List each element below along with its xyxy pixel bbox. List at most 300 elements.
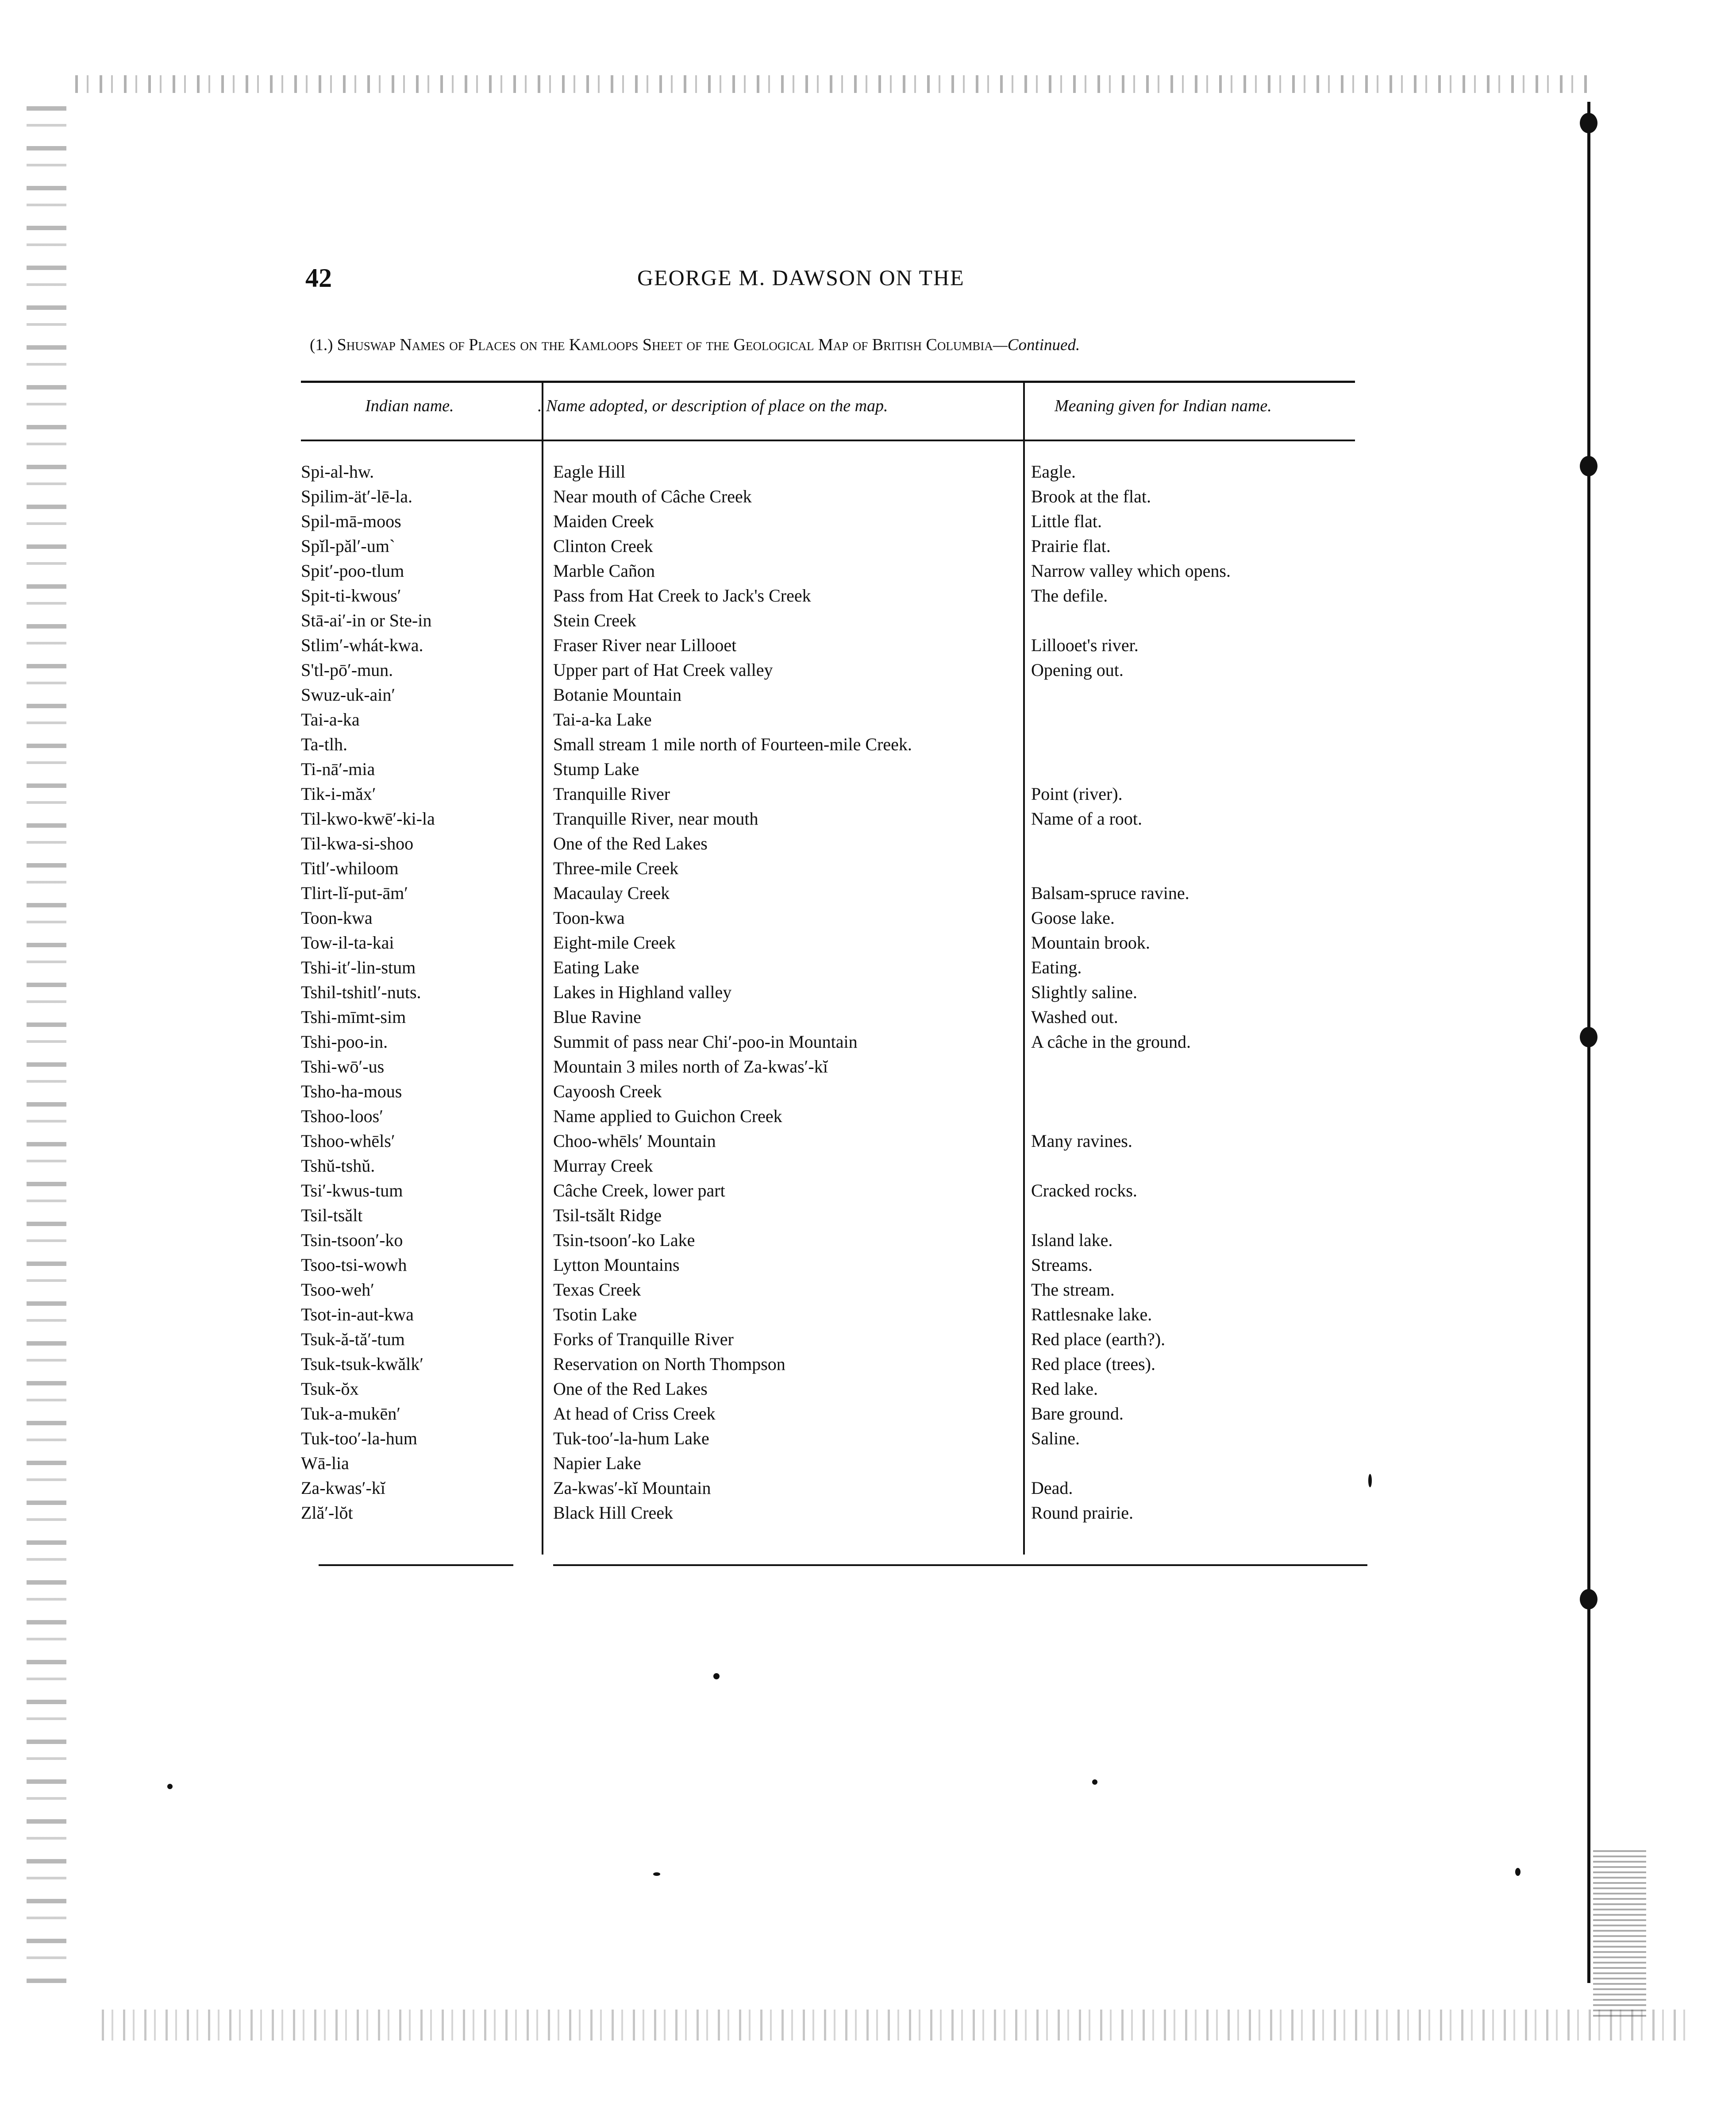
meaning-text: Streams.: [1031, 1255, 1093, 1275]
place-name-text: Fraser River near Lillooet: [553, 635, 737, 655]
place-name-cell: [553, 906, 1021, 930]
indian-name-text: Tshi-it′-lin-stum: [301, 957, 416, 977]
indian-name-cell: [301, 1030, 531, 1054]
indian-name-text: Tshi-poo-in.: [301, 1032, 388, 1052]
indian-name-cell: [301, 583, 531, 608]
meaning-text: Dead.: [1031, 1478, 1073, 1498]
table-bottom-rule-1: [319, 1564, 513, 1566]
place-name-cell: [553, 484, 1021, 509]
indian-name-text: Ta-tlh.: [301, 734, 347, 754]
place-name-text: Mountain 3 miles north of Za-kwas′-kĭ: [553, 1057, 828, 1076]
meaning-cell: [1031, 1104, 1350, 1129]
meaning-cell: [1031, 930, 1350, 955]
indian-name-text: Spil-mā-moos: [301, 511, 401, 531]
indian-name-text: Stlim′-whát-kwa.: [301, 635, 423, 655]
meaning-cell: [1031, 658, 1350, 683]
place-name-text: Lakes in Highland valley: [553, 982, 732, 1002]
indian-name-cell: [301, 980, 531, 1005]
column-header-indian-name: Indian name.: [365, 397, 454, 415]
meaning-cell: [1031, 534, 1350, 559]
table-row: [0, 583, 1736, 608]
table-row: [0, 1426, 1736, 1451]
indian-name-cell: [301, 856, 531, 881]
place-name-text: Reservation on North Thompson: [553, 1354, 785, 1374]
table-row: [0, 1129, 1736, 1154]
meaning-cell: [1031, 1426, 1350, 1451]
place-name-text: Tsin-tsoon′-ko Lake: [553, 1230, 695, 1250]
table-row: [0, 757, 1736, 782]
indian-name-cell: [301, 459, 531, 484]
table-row: [0, 1302, 1736, 1327]
meaning-cell: [1031, 856, 1350, 881]
indian-name-cell: [301, 1476, 531, 1501]
meaning-text: The defile.: [1031, 586, 1108, 606]
place-name-text: Napier Lake: [553, 1453, 641, 1473]
place-name-text: Botanie Mountain: [553, 685, 681, 705]
place-name-text: Stein Creek: [553, 610, 636, 630]
table-row: [0, 881, 1736, 906]
meaning-cell: [1031, 757, 1350, 782]
table-row: [0, 1327, 1736, 1352]
place-name-text: Tsil-tsălt Ridge: [553, 1205, 662, 1225]
meaning-text: Red lake.: [1031, 1379, 1098, 1399]
place-name-text: Macaulay Creek: [553, 883, 670, 903]
meaning-text: Red place (earth?).: [1031, 1329, 1166, 1349]
place-name-cell: [553, 831, 1021, 856]
table-bottom-rule-2: [553, 1564, 1367, 1566]
indian-name-cell: [301, 906, 531, 930]
ink-speck: [167, 1784, 173, 1789]
place-name-cell: [553, 881, 1021, 906]
table-caption: [310, 335, 1359, 355]
place-name-cell: [553, 1253, 1021, 1277]
table-row: [0, 1401, 1736, 1426]
place-name-cell: [553, 732, 1021, 757]
indian-name-cell: [301, 534, 531, 559]
meaning-text: Bare ground.: [1031, 1404, 1124, 1424]
table-top-rule: [301, 381, 1355, 383]
table-row: [0, 782, 1736, 806]
place-name-text: Upper part of Hat Creek valley: [553, 660, 773, 680]
place-name-cell: [553, 806, 1021, 831]
table-row: [0, 1377, 1736, 1401]
place-name-cell: [553, 1451, 1021, 1476]
binding-shade: [1593, 1850, 1646, 2018]
indian-name-text: Tsuk-tsuk-kwălk′: [301, 1354, 424, 1374]
indian-name-cell: [301, 881, 531, 906]
indian-name-text: Za-kwas′-kĭ: [301, 1478, 385, 1498]
meaning-text: Goose lake.: [1031, 908, 1115, 928]
table-row: [0, 1277, 1736, 1302]
place-name-text: Pass from Hat Creek to Jack's Creek: [553, 586, 811, 606]
meaning-cell: [1031, 1377, 1350, 1401]
place-name-text: Toon-kwa: [553, 908, 625, 928]
meaning-cell: [1031, 1203, 1350, 1228]
indian-name-text: Tsil-tsălt: [301, 1205, 363, 1225]
place-name-cell: [553, 1277, 1021, 1302]
indian-name-text: Tsoo-tsi-wowh: [301, 1255, 407, 1275]
meaning-text: Red place (trees).: [1031, 1354, 1155, 1374]
place-name-cell: [553, 1476, 1021, 1501]
meaning-cell: [1031, 484, 1350, 509]
indian-name-cell: [301, 1079, 531, 1104]
meaning-text: Brook at the flat.: [1031, 486, 1151, 506]
indian-name-cell: [301, 484, 531, 509]
meaning-text: Rattlesnake lake.: [1031, 1304, 1152, 1324]
meaning-cell: [1031, 509, 1350, 534]
indian-name-text: Tik-i-măx′: [301, 784, 376, 804]
meaning-cell: [1031, 831, 1350, 856]
table-row: [0, 1005, 1736, 1030]
indian-name-text: Tsi′-kwus-tum: [301, 1181, 403, 1200]
table-row: [0, 1178, 1736, 1203]
indian-name-cell: [301, 1154, 531, 1178]
table-row: [0, 1154, 1736, 1178]
place-name-cell: [553, 1030, 1021, 1054]
place-name-cell: [553, 1501, 1021, 1525]
indian-name-text: Swuz-uk-ain′: [301, 685, 396, 705]
place-name-text: Tsotin Lake: [553, 1304, 637, 1324]
table-row: [0, 980, 1736, 1005]
place-name-text: Marble Cañon: [553, 561, 655, 581]
caption-prefix: (1.): [310, 336, 337, 354]
meaning-text: Balsam-spruce ravine.: [1031, 883, 1189, 903]
place-name-text: Cayoosh Creek: [553, 1081, 662, 1101]
place-name-text: Tai-a-ka Lake: [553, 710, 652, 729]
indian-name-text: Tsho-ha-mous: [301, 1081, 402, 1101]
caption-suffix: —Continued.: [993, 336, 1080, 354]
ink-speck: [713, 1673, 720, 1679]
indian-name-text: Spilim-ät′-lē-la.: [301, 486, 413, 506]
table-row: [0, 1501, 1736, 1525]
indian-name-text: Spit-ti-kwous′: [301, 586, 401, 606]
indian-name-text: Tsoo-weh′: [301, 1280, 374, 1300]
place-name-text: Summit of pass near Chi′-poo-in Mountain: [553, 1032, 858, 1052]
meaning-text: Mountain brook.: [1031, 933, 1150, 953]
meaning-cell: [1031, 881, 1350, 906]
place-name-cell: [553, 757, 1021, 782]
meaning-text: Round prairie.: [1031, 1503, 1134, 1523]
meaning-cell: [1031, 782, 1350, 806]
place-name-cell: [553, 1178, 1021, 1203]
table-row: [0, 831, 1736, 856]
place-name-cell: [553, 1154, 1021, 1178]
indian-name-text: Tshoo-loos′: [301, 1106, 383, 1126]
place-name-cell: [553, 683, 1021, 707]
meaning-cell: [1031, 1054, 1350, 1079]
indian-name-text: Tlirt-lĭ-put-ām′: [301, 883, 408, 903]
indian-name-cell: [301, 1005, 531, 1030]
indian-name-text: Til-kwa-si-shoo: [301, 833, 414, 853]
table-row: [0, 732, 1736, 757]
place-name-text: Maiden Creek: [553, 511, 654, 531]
indian-name-text: Zlă′-lŏt: [301, 1503, 353, 1523]
place-name-cell: [553, 633, 1021, 658]
place-name-cell: [553, 1005, 1021, 1030]
table-row: [0, 856, 1736, 881]
meaning-text: Eating.: [1031, 957, 1082, 977]
place-name-text: Tranquille River, near mouth: [553, 809, 758, 829]
place-name-cell: [553, 534, 1021, 559]
table-row: [0, 1476, 1736, 1501]
meaning-text: Eagle.: [1031, 462, 1076, 482]
meaning-cell: [1031, 980, 1350, 1005]
place-name-cell: [553, 955, 1021, 980]
ink-speck: [653, 1872, 660, 1876]
meaning-text: Saline.: [1031, 1428, 1080, 1448]
meaning-cell: [1031, 1030, 1350, 1054]
binding-knob: [1580, 1589, 1597, 1609]
indian-name-cell: [301, 1054, 531, 1079]
table-row: [0, 806, 1736, 831]
place-name-cell: [553, 459, 1021, 484]
place-name-text: Za-kwas′-kĭ Mountain: [553, 1478, 711, 1498]
place-name-text: Three-mile Creek: [553, 858, 679, 878]
indian-name-text: Spĭl-păl′-um`: [301, 536, 396, 556]
table-row: [0, 1030, 1736, 1054]
place-name-text: Eating Lake: [553, 957, 639, 977]
indian-name-text: Tsin-tsoon′-ko: [301, 1230, 403, 1250]
place-name-cell: [553, 1426, 1021, 1451]
page-number: 42: [305, 263, 332, 293]
place-name-cell: [553, 856, 1021, 881]
meaning-cell: [1031, 559, 1350, 583]
meaning-cell: [1031, 955, 1350, 980]
meaning-text: Little flat.: [1031, 511, 1102, 531]
meaning-text: Narrow valley which opens.: [1031, 561, 1231, 581]
place-name-text: Black Hill Creek: [553, 1503, 674, 1523]
place-name-text: Tranquille River: [553, 784, 670, 804]
meaning-cell: [1031, 1302, 1350, 1327]
place-name-cell: [553, 658, 1021, 683]
indian-name-cell: [301, 658, 531, 683]
indian-name-cell: [301, 1451, 531, 1476]
meaning-cell: [1031, 806, 1350, 831]
table-row: [0, 906, 1736, 930]
place-name-cell: [553, 930, 1021, 955]
indian-name-cell: [301, 608, 531, 633]
meaning-cell: [1031, 1501, 1350, 1525]
place-name-text: Eight-mile Creek: [553, 933, 676, 953]
indian-name-cell: [301, 1178, 531, 1203]
binding-knob: [1580, 113, 1597, 133]
indian-name-cell: [301, 806, 531, 831]
table-row: [0, 459, 1736, 484]
place-name-text: Stump Lake: [553, 759, 639, 779]
indian-name-text: Tsuk-ŏx: [301, 1379, 359, 1399]
table-row: [0, 1451, 1736, 1476]
column-header-meaning: Meaning given for Indian name.: [1055, 397, 1272, 415]
table-row: [0, 534, 1736, 559]
indian-name-text: Til-kwo-kwē′-ki-la: [301, 809, 435, 829]
place-name-text: Tuk-too′-la-hum Lake: [553, 1428, 709, 1448]
indian-name-text: Tshŭ-tshŭ.: [301, 1156, 375, 1176]
indian-name-text: Toon-kwa: [301, 908, 373, 928]
meaning-cell: [1031, 1327, 1350, 1352]
indian-name-cell: [301, 1302, 531, 1327]
table-row: [0, 707, 1736, 732]
indian-name-text: Tow-il-ta-kai: [301, 933, 394, 953]
meaning-text: The stream.: [1031, 1280, 1115, 1300]
indian-name-cell: [301, 1228, 531, 1253]
meaning-cell: [1031, 1451, 1350, 1476]
indian-name-text: Spi-al-hw.: [301, 462, 374, 482]
table-row: [0, 559, 1736, 583]
column-header-name-adopted: . Name adopted, or description of place on the map.: [538, 397, 888, 415]
place-name-text: Murray Creek: [553, 1156, 653, 1176]
meaning-cell: [1031, 1178, 1350, 1203]
ink-speck: [1092, 1779, 1097, 1785]
place-name-text: Clinton Creek: [553, 536, 653, 556]
table-row: [0, 484, 1736, 509]
indian-name-cell: [301, 1327, 531, 1352]
indian-name-text: Tshi-mīmt-sim: [301, 1007, 406, 1027]
place-name-cell: [553, 1054, 1021, 1079]
place-name-text: At head of Criss Creek: [553, 1404, 716, 1424]
meaning-cell: [1031, 1476, 1350, 1501]
indian-name-cell: [301, 683, 531, 707]
indian-name-text: Tai-a-ka: [301, 710, 360, 729]
place-name-cell: [553, 583, 1021, 608]
meaning-cell: [1031, 1253, 1350, 1277]
meaning-cell: [1031, 906, 1350, 930]
place-name-cell: [553, 782, 1021, 806]
meaning-cell: [1031, 1005, 1350, 1030]
indian-name-cell: [301, 1277, 531, 1302]
meaning-cell: [1031, 732, 1350, 757]
place-name-cell: [553, 980, 1021, 1005]
indian-name-text: Ti-nā′-mia: [301, 759, 375, 779]
meaning-cell: [1031, 1129, 1350, 1154]
indian-name-text: S'tl-pō′-mun.: [301, 660, 393, 680]
scan-edge-top: [75, 75, 1589, 93]
indian-name-cell: [301, 509, 531, 534]
place-name-cell: [553, 1203, 1021, 1228]
indian-name-text: Tshil-tshitl′-nuts.: [301, 982, 421, 1002]
table-row: [0, 1104, 1736, 1129]
place-name-cell: [553, 1401, 1021, 1426]
indian-name-cell: [301, 1426, 531, 1451]
table-row: [0, 683, 1736, 707]
meaning-cell: [1031, 707, 1350, 732]
meaning-text: Point (river).: [1031, 784, 1123, 804]
table-header-rule: [301, 440, 1355, 441]
scan-edge-bottom: [102, 2010, 1695, 2041]
indian-name-cell: [301, 757, 531, 782]
place-name-text: Blue Ravine: [553, 1007, 641, 1027]
place-name-text: Texas Creek: [553, 1280, 641, 1300]
place-name-text: Name applied to Guichon Creek: [553, 1106, 782, 1126]
place-name-text: Lytton Mountains: [553, 1255, 680, 1275]
caption-title: Shuswap Names of Places on the Kamloops Sheet of the Geological Map of British Columbia: [337, 336, 993, 354]
table-row: [0, 1253, 1736, 1277]
meaning-cell: [1031, 633, 1350, 658]
indian-name-cell: [301, 732, 531, 757]
place-name-cell: [553, 509, 1021, 534]
meaning-cell: [1031, 459, 1350, 484]
indian-name-text: Tsot-in-aut-kwa: [301, 1304, 414, 1324]
place-name-cell: [553, 1377, 1021, 1401]
indian-name-text: Tshi-wō′-us: [301, 1057, 385, 1076]
meaning-text: Opening out.: [1031, 660, 1124, 680]
indian-name-cell: [301, 559, 531, 583]
place-name-text: Near mouth of Câche Creek: [553, 486, 752, 506]
meaning-text: Island lake.: [1031, 1230, 1113, 1250]
meaning-text: Washed out.: [1031, 1007, 1118, 1027]
running-head: GEORGE M. DAWSON ON THE: [637, 265, 965, 290]
meaning-cell: [1031, 1401, 1350, 1426]
indian-name-text: Tuk-a-mukēn′: [301, 1404, 401, 1424]
place-name-text: Choo-whēls′ Mountain: [553, 1131, 716, 1151]
indian-name-cell: [301, 831, 531, 856]
meaning-text: Prairie flat.: [1031, 536, 1111, 556]
place-name-text: Forks of Tranquille River: [553, 1329, 734, 1349]
place-name-cell: [553, 1327, 1021, 1352]
place-name-cell: [553, 1129, 1021, 1154]
place-name-cell: [553, 1302, 1021, 1327]
place-name-cell: [553, 559, 1021, 583]
table-row: [0, 1352, 1736, 1377]
indian-name-cell: [301, 1129, 531, 1154]
indian-name-cell: [301, 1104, 531, 1129]
place-name-text: One of the Red Lakes: [553, 833, 708, 853]
place-name-text: Câche Creek, lower part: [553, 1181, 725, 1200]
table-row: [0, 1079, 1736, 1104]
place-name-cell: [553, 1352, 1021, 1377]
indian-name-text: Spit′-poo-tlum: [301, 561, 404, 581]
place-name-cell: [553, 1104, 1021, 1129]
meaning-cell: [1031, 683, 1350, 707]
ink-speck: [1515, 1868, 1520, 1876]
place-name-cell: [553, 1228, 1021, 1253]
meaning-text: Lillooet's river.: [1031, 635, 1139, 655]
place-name-cell: [553, 1079, 1021, 1104]
indian-name-cell: [301, 1352, 531, 1377]
meaning-cell: [1031, 1228, 1350, 1253]
indian-name-text: Tsuk-ă-tă′-tum: [301, 1329, 405, 1349]
meaning-text: A câche in the ground.: [1031, 1032, 1191, 1052]
meaning-text: Name of a root.: [1031, 809, 1143, 829]
indian-name-cell: [301, 1377, 531, 1401]
meaning-cell: [1031, 1352, 1350, 1377]
indian-name-text: Tshoo-whēls′: [301, 1131, 395, 1151]
table-row: [0, 509, 1736, 534]
meaning-text: Slightly saline.: [1031, 982, 1137, 1002]
table-row: [0, 955, 1736, 980]
table-row: [0, 608, 1736, 633]
table-row: [0, 930, 1736, 955]
indian-name-cell: [301, 1203, 531, 1228]
indian-name-cell: [301, 633, 531, 658]
table-row: [0, 1054, 1736, 1079]
meaning-text: Many ravines.: [1031, 1131, 1132, 1151]
indian-name-cell: [301, 1253, 531, 1277]
meaning-text: Cracked rocks.: [1031, 1181, 1137, 1200]
indian-name-cell: [301, 707, 531, 732]
table-row: [0, 633, 1736, 658]
place-name-cell: [553, 707, 1021, 732]
meaning-cell: [1031, 1079, 1350, 1104]
meaning-cell: [1031, 1154, 1350, 1178]
indian-name-text: Wā-lia: [301, 1453, 349, 1473]
indian-name-cell: [301, 1401, 531, 1426]
table-row: [0, 1228, 1736, 1253]
meaning-cell: [1031, 583, 1350, 608]
place-name-cell: [553, 608, 1021, 633]
indian-name-cell: [301, 955, 531, 980]
meaning-cell: [1031, 1277, 1350, 1302]
table-row: [0, 1203, 1736, 1228]
